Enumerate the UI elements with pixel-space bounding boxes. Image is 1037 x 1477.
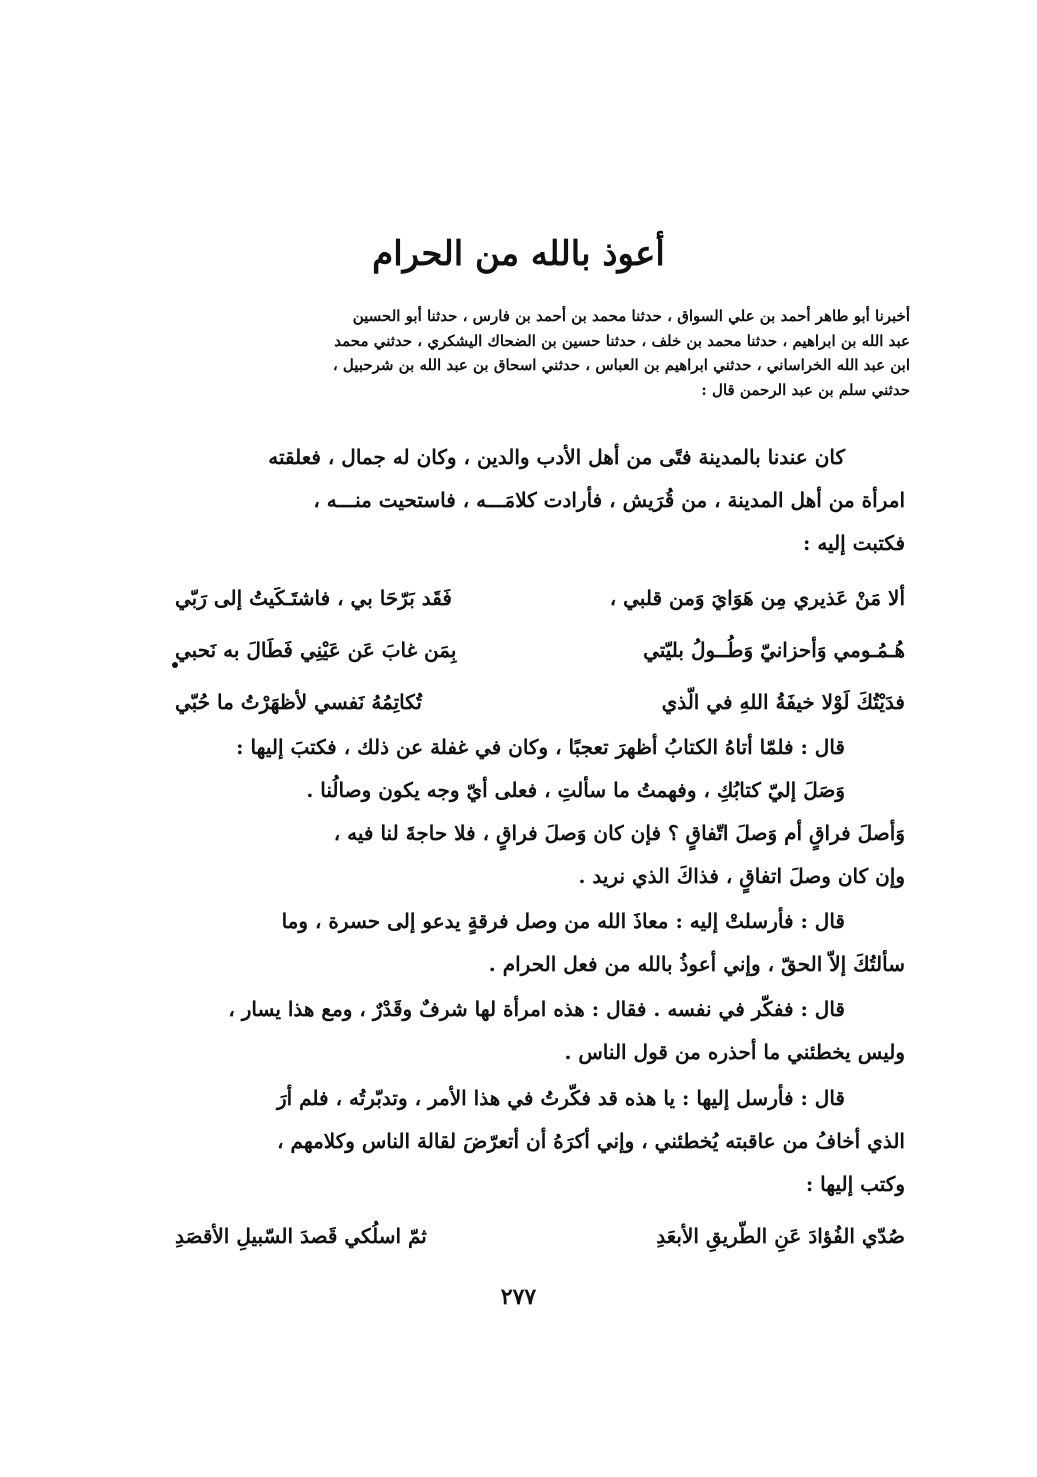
verse-row xyxy=(175,1210,905,1262)
paragraph-4 xyxy=(175,988,905,1074)
verse-hemistich: بِمَن غابَ عَن عَيْنِي فَطَالَ به نَحبي xyxy=(175,638,457,662)
text-line: الذي أخافُ من عاقبته يُخطئني ، وإني أكرَهُ أن أتعرّضَ لقالة الناس وكلامهم ، xyxy=(277,1129,905,1153)
text-line: وَأصلَ فراقٍ أم وَصلَ اتّفاقٍ ؟ فإن كان وَصلَ فراقٍ ، فلا حاجةَ لنا فيه ، xyxy=(333,821,905,845)
text-line: وكتب إليها : xyxy=(805,1172,905,1196)
text-line: امرأة من أهل المدينة ، من قُرَيش ، فأرادت كلامَـــه ، فاستحيت منـــه ، xyxy=(313,488,905,512)
verse-hemistich: تُكاتِمُهُ نَفسي لأظهَرْتُ ما حُبّي xyxy=(175,690,422,714)
verse-row xyxy=(175,676,905,728)
isnad-line: ابن عبد الله الخراساني ، حدثني ابراهيم بن العباس ، حدثني اسحاق بن عبد الله بن شرحبيل ، xyxy=(332,356,910,374)
text-line: وإن كان وصلَ اتفاقٍ ، فذاكَ الذي نريد . xyxy=(578,864,905,888)
paragraph-1 xyxy=(175,436,905,565)
isnad-block xyxy=(190,304,910,402)
verse-hemistich: ثمّ اسلُكي قَصدَ السّبيلِ الأقصَدِ xyxy=(175,1224,427,1248)
page-title: أعوذ بالله من الحرام xyxy=(372,234,665,274)
text-line: فكتبت إليه : xyxy=(802,531,905,555)
verse-row xyxy=(175,624,905,676)
text-line: قال : ففكّر في نفسه . فقال : هذه امرأة لها شرفٌ وقَدْرٌ ، ومع هذا يسار ، xyxy=(228,997,845,1021)
text-line: كان عندنا بالمدينة فتًى من أهل الأدب والدين ، وكان له جمال ، فعلقته xyxy=(268,445,845,469)
text-line: قال : فأرسل إليها : يا هذه قد فكّرتُ في هذا الأمر ، وتدبّرتُه ، فلم أرَ xyxy=(276,1086,845,1110)
text-line: قال : فلمّا أتاهُ الكتابُ أظهرَ تعجبًا ، وكان في غفلة عن ذلك ، فكتبَ إليها : xyxy=(236,735,845,759)
paragraph-2 xyxy=(175,726,905,898)
isnad-line: عبد الله بن ابراهيم ، حدثنا محمد بن خلف ، حدثنا حسين بن الضحاك اليشكري ، حدثني محمد xyxy=(334,331,910,350)
paragraph-3 xyxy=(175,900,905,986)
verse-hemistich: هُـمُـومي وَأحزانيّ وَطُــولُ بليّتي xyxy=(643,638,905,662)
verse-row xyxy=(175,572,905,624)
text-line: وَصَلَ إليّ كتابُكِ ، وفهمتُ ما سألتِ ، فعلى أيّ وجه يكون وصالُنا . xyxy=(306,778,845,802)
paragraph-5 xyxy=(175,1077,905,1206)
verse-hemistich: فدَيْتُكَ لَوْلا خيفَةُ اللهِ في الّذي xyxy=(661,690,905,714)
verse-hemistich: فَقَد بَرّحَا بي ، فاشتَـكَيتُ إلى رَبّي xyxy=(175,586,452,610)
text-line: وليس يخطئني ما أحذره من قول الناس . xyxy=(564,1040,905,1064)
page-number: ٢٧٧ xyxy=(500,1284,537,1310)
poem-1 xyxy=(175,572,905,728)
text-line: قال : فأرسلتْ إليه : معاذَ الله من وصل فرقةٍ يدعو إلى حسرة ، وما xyxy=(281,909,845,933)
margin-mark xyxy=(172,662,178,668)
verse-hemistich: صُدّي الفُؤادَ عَنِ الطّريقِ الأبعَدِ xyxy=(656,1224,905,1248)
verse-hemistich: ألا مَنْ عَذيري مِن هَوَايَ وَمن قلبي ، xyxy=(609,586,905,610)
poem-2 xyxy=(175,1210,905,1262)
text-line: سألتُكَ إلاّ الحقّ ، وإني أعوذُ بالله من فعل الحرام . xyxy=(488,952,905,976)
isnad-line: حدثني سلم بن عبد الرحمن قال : xyxy=(701,380,910,399)
isnad-line: أخبرنا أبو طاهر أحمد بن علي السواق ، حدثنا محمد بن أحمد بن فارس ، حدثنا أبو الحسين xyxy=(352,307,910,325)
